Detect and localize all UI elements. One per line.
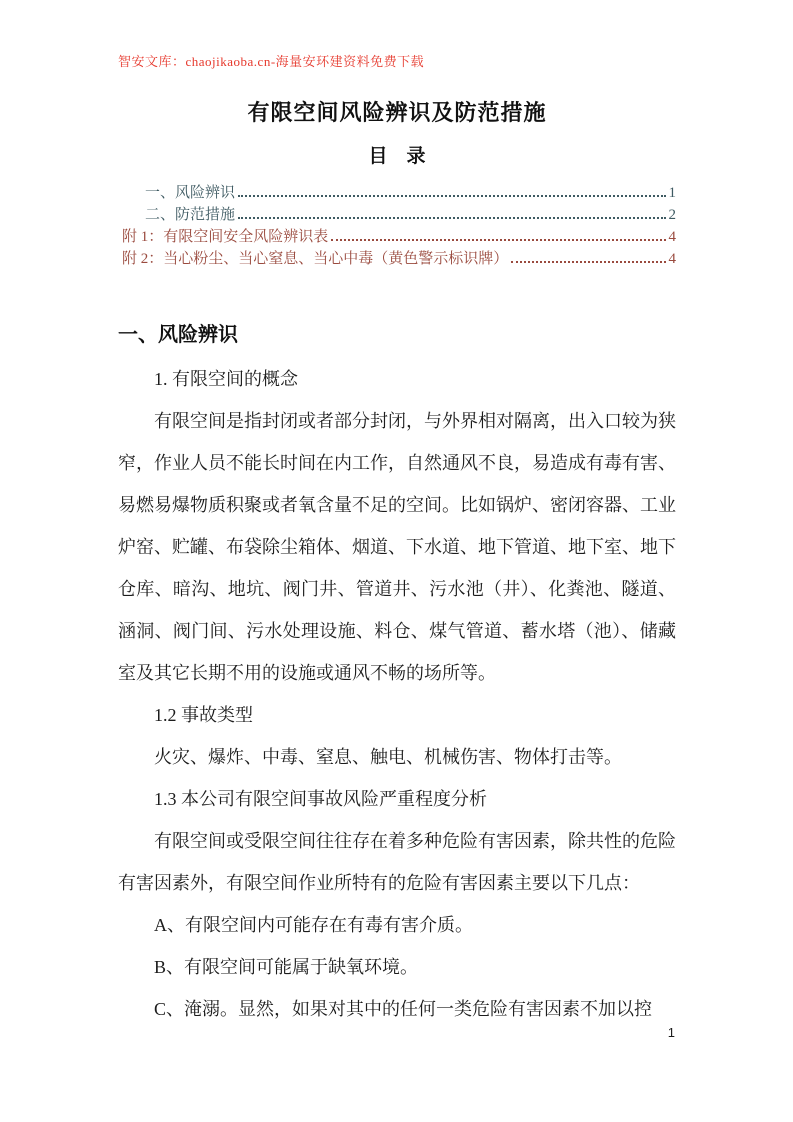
paragraph-hazard-b: B、有限空间可能属于缺氧环境。 <box>154 957 419 977</box>
paragraph-accident-types-list: 火灾、爆炸、中毒、窒息、触电、机械伤害、物体打击等。 <box>154 747 622 767</box>
toc-entry-page: 2 <box>668 207 676 223</box>
toc-entry-label: 一、风险辨识 <box>145 185 236 201</box>
page-number: 1 <box>667 1025 675 1040</box>
paragraph-concept-definition: 有限空间是指封闭或者部分封闭，与外界相对隔离，出入口较为狭窄，作业人员不能长时间在内工作，自然通风不良，易造成有毒有害、易燃易爆物质积聚或者氧含量不足的空间。比如锅炉、密闭容器、工业炉窑、贮罐、布袋除尘箱体、烟道、下水道、地下管道、地下室、地下仓库、暗沟、地坑、阀门井、管道井、污水池（井）、化粪池、隧道、涵洞、阀门间、污水处理设施、料仓、煤气管道、蓄水塔（池）、储藏室及其它长期不用的设施或通风不畅的场所等。 <box>118 411 676 683</box>
table-of-contents <box>118 182 676 270</box>
document-body <box>118 358 676 1030</box>
paragraph-hazard-factors-intro: 有限空间或受限空间往往存在着多种危险有害因素，除共性的危险有害因素外，有限空间作业所特有的危险有害因素主要以下几点： <box>118 831 676 893</box>
paragraph-severity-analysis-heading: 1.3 本公司有限空间事故风险严重程度分析 <box>154 789 487 809</box>
toc-entry-label: 附 2：当心粉尘、当心窒息、当心中毒（黄色警示标识牌） <box>122 251 509 267</box>
toc-entry-attachment-1[interactable] <box>118 226 676 248</box>
toc-entry-label: 二、防范措施 <box>145 207 236 223</box>
toc-entry-risk-identification[interactable] <box>118 182 676 204</box>
paragraph-hazard-c: C、淹溺。显然，如果对其中的任何一类危险有害因素不加以控 <box>154 999 653 1019</box>
paragraph-accident-types-heading: 1.2 事故类型 <box>154 705 253 725</box>
toc-entry-attachment-2[interactable] <box>118 248 676 270</box>
toc-entry-page: 1 <box>668 185 676 201</box>
watermark-header: 智安文库：chaojikaoba.cn-海量安环建资料免费下载 <box>118 54 425 69</box>
toc-dot-leader <box>511 261 665 263</box>
toc-entry-page: 4 <box>668 251 676 267</box>
toc-dot-leader <box>331 239 665 241</box>
toc-entry-page: 4 <box>668 229 676 245</box>
section-heading-risk-identification: 一、风险辨识 <box>118 324 238 346</box>
toc-title: 目 录 <box>368 146 426 167</box>
toc-entry-label: 附 1：有限空间安全风险辨识表 <box>122 229 329 245</box>
toc-entry-prevention-measures[interactable] <box>118 204 676 226</box>
page-title: 有限空间风险辨识及防范措施 <box>247 100 547 125</box>
paragraph-hazard-a: A、有限空间内可能存在有毒有害介质。 <box>154 915 473 935</box>
toc-dot-leader <box>238 195 665 197</box>
content-column <box>118 0 676 1030</box>
toc-dot-leader <box>238 217 665 219</box>
paragraph-concept-heading: 1. 有限空间的概念 <box>154 369 298 389</box>
